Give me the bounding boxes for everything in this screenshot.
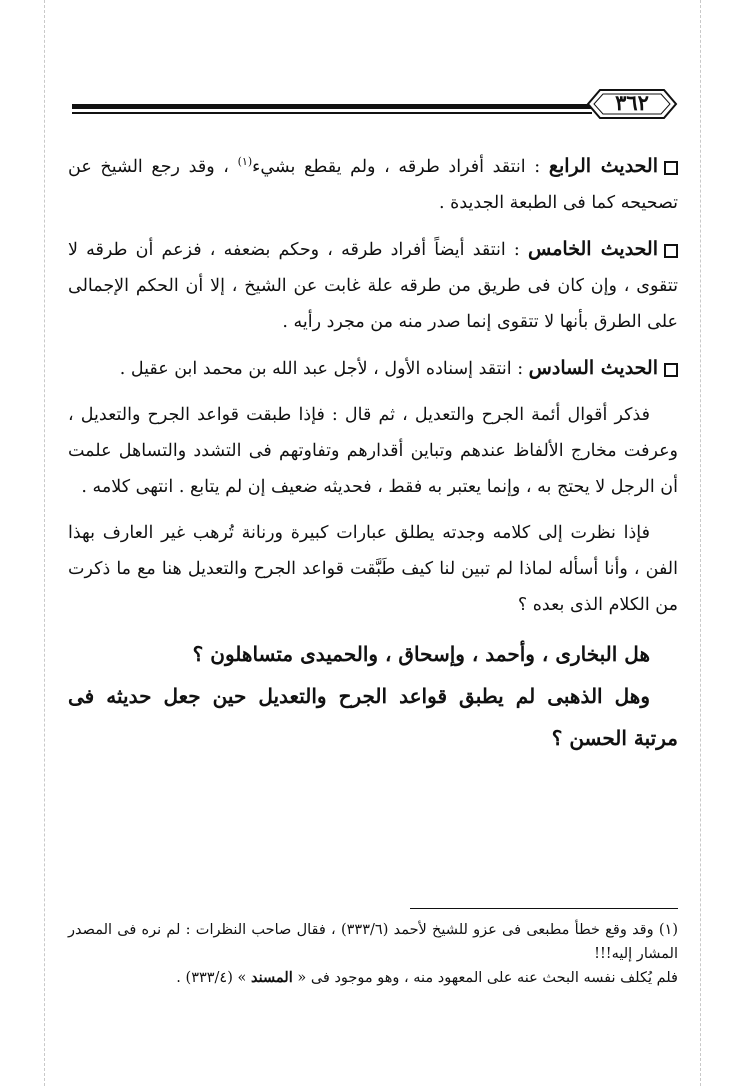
paragraph-hadith-5: [68, 231, 678, 340]
paragraph-hadith-6: [68, 350, 678, 387]
footnote-source-title: المسند: [250, 969, 293, 986]
paragraph-text: ، وقد رجع الشيخ عن تصحيحه كما فى الطبعة الجديدة .: [68, 157, 678, 213]
main-text: [68, 148, 678, 759]
page-header: [62, 78, 682, 130]
footnote-text: فلم يُكلف نفسه البحث عنه على المعهود منه ، وهو موجود فى «: [292, 970, 678, 986]
footnote-1: (١) وقد وقع خطأ مطبعى فى عزو للشيخ لأحمد (٣٣٣/٦) ، فقال صاحب النظرات : لم نره فى المصدر المشار إليه!!!: [68, 922, 678, 962]
section-heading: الحديث الخامس: [528, 238, 658, 260]
footnote-text: » (٣٣٣/٤) .: [176, 970, 251, 986]
footnotes: [68, 918, 678, 990]
footnote-1-continued: [68, 966, 678, 990]
scan-guide-line: [700, 0, 701, 1086]
square-bullet-icon: [664, 161, 678, 175]
paragraph-quote: فذكر أقوال أئمة الجرح والتعديل ، ثم قال : فإذا طبقت قواعد الجرح والتعديل ، وعرفت مخارج الألفاظ عندهم وتباين أقدارهم وتفاوتهم فى التشدد والتساهل علمت أن الرجل لا يحتج به ، وإنما يعتبر به فقط ، فحديثه ضعيف إن لم يتابع . انتهى كلامه .: [68, 405, 678, 497]
paragraph-text: : انتقد إسناده الأول ، لأجل عبد الله بن محمد ابن عقيل .: [119, 359, 529, 379]
page-number: ٣٦٢: [615, 90, 649, 115]
header-rule: [72, 104, 592, 109]
paragraph-hadith-4: [68, 148, 678, 221]
paragraph-text: : انتقد أفراد طرقه ، ولم يقطع بشيء: [252, 157, 549, 177]
page-number-frame: [584, 84, 680, 124]
question-2: وهل الذهبى لم يطبق قواعد الجرح والتعديل حين جعل حديثه فى مرتبة الحسن ؟: [68, 684, 678, 750]
header-rule: [72, 112, 592, 114]
scan-guide-line: [44, 0, 45, 1086]
footnote-ref[interactable]: (١): [237, 155, 253, 169]
paragraph-reply: فإذا نظرت إلى كلامه وجدته يطلق عبارات كبيرة ورنانة تُرهب غير العارف بهذا الفن ، وأنا أسأله لماذا لم تبين لنا كيف طَبَّقت قواعد الجرح والتعديل هنا مع ما ذكرت من الكلام الذى بعده ؟: [68, 523, 678, 615]
paragraph-text: : انتقد أيضاً أفراد طرقه ، وحكم بضعفه ، فزعم أن طرقه لا تتقوى ، وإن كان فى طريق من طرقه علة غابت عن الشيخ ، إلا أن الحكم الإجمالى على الطرق بأنها لا تتقوى إنما صدر منه من مجرد رأيه .: [68, 240, 678, 332]
section-heading: الحديث الرابع: [548, 155, 659, 177]
footnote-separator: [410, 908, 678, 909]
section-heading: الحديث السادس: [528, 357, 658, 379]
question-1: هل البخارى ، وأحمد ، وإسحاق ، والحميدى متساهلون ؟: [192, 642, 650, 666]
square-bullet-icon: [664, 244, 678, 258]
square-bullet-icon: [664, 363, 678, 377]
